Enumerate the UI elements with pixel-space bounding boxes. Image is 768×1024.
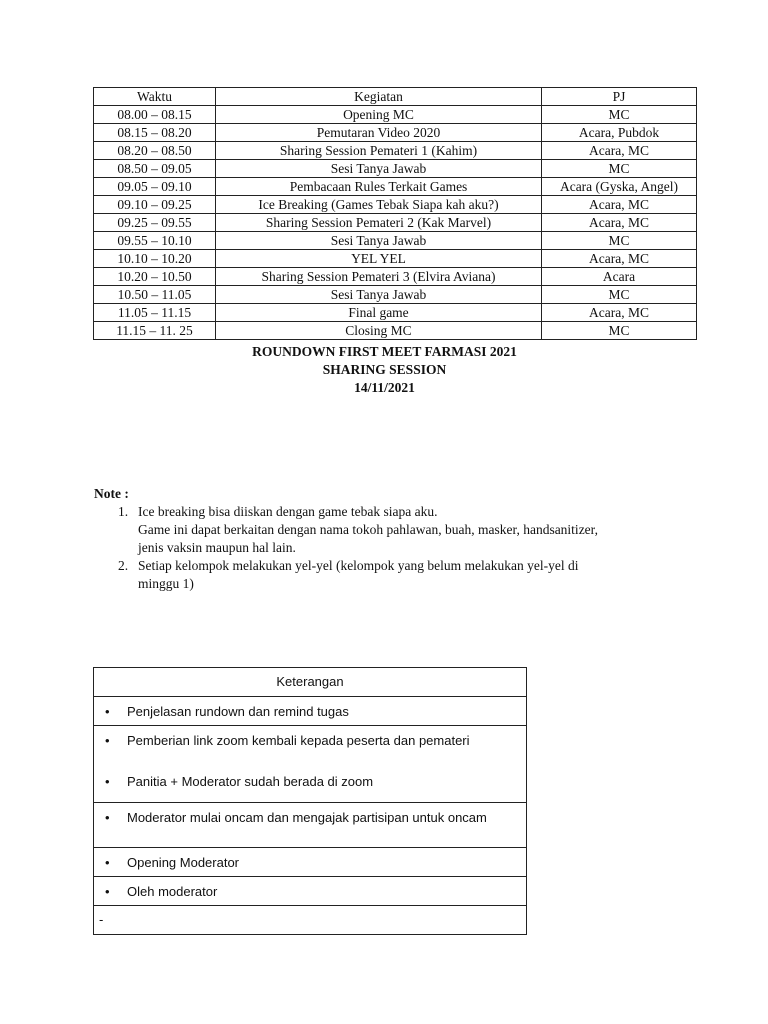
cell-waktu: 11.15 – 11. 25 [94,322,216,340]
keterangan-item [94,726,526,748]
keterangan-row [94,906,527,935]
cell-kegiatan: Ice Breaking (Games Tebak Siapa kah aku?) [216,196,542,214]
cell-pj: MC [542,106,697,124]
note-number: 2. [118,558,129,573]
keterangan-item [94,803,526,825]
cell-waktu: 08.20 – 08.50 [94,142,216,160]
cell-pj: Acara, MC [542,250,697,268]
keterangan-header-row [94,668,527,697]
note-number: 1. [118,504,129,519]
schedule-row [94,322,697,340]
spacer [94,748,526,772]
cell-pj: Acara, MC [542,142,697,160]
note-item [118,503,678,557]
cell-pj: MC [542,286,697,304]
cell-pj: Acara [542,268,697,286]
keterangan-item [94,772,526,789]
keterangan-cell [94,726,527,803]
schedule-row [94,142,697,160]
cell-waktu: 09.10 – 09.25 [94,196,216,214]
keterangan-cell [94,697,527,726]
schedule-row [94,124,697,142]
schedule-row [94,268,697,286]
note-line: Setiap kelompok melakukan yel-yel (kelompok yang belum melakukan yel-yel di [138,558,579,573]
cell-kegiatan: Sesi Tanya Jawab [216,286,542,304]
document-title [93,343,676,397]
note-line: Ice breaking bisa diiskan dengan game tebak siapa aku. [138,504,438,519]
cell-kegiatan: Pemutaran Video 2020 [216,124,542,142]
keterangan-item-text: Moderator mulai oncam dan mengajak partisipan untuk oncam [127,810,487,825]
schedule-row [94,250,697,268]
keterangan-row [94,877,527,906]
title-line-1: ROUNDOWN FIRST MEET FARMASI 2021 [252,344,517,359]
schedule-header-row [94,88,697,106]
cell-waktu: 08.50 – 09.05 [94,160,216,178]
cell-kegiatan: Sharing Session Pemateri 3 (Elvira Aviana) [216,268,542,286]
cell-waktu: 08.00 – 08.15 [94,106,216,124]
schedule-table [93,87,697,340]
bullet-icon: • [105,733,110,748]
title-line-2: SHARING SESSION [322,362,447,377]
keterangan-item-text: Oleh moderator [127,884,218,899]
title-date: 14/11/2021 [354,380,415,395]
keterangan-row [94,848,527,877]
cell-pj: Acara, Pubdok [542,124,697,142]
cell-pj: Acara, MC [542,196,697,214]
keterangan-item [94,697,526,719]
cell-kegiatan: Pembacaan Rules Terkait Games [216,178,542,196]
keterangan-cell [94,906,527,935]
note-label: Note : [94,486,129,501]
bullet-icon: • [105,810,110,825]
schedule-row [94,106,697,124]
schedule-row [94,178,697,196]
cell-waktu: 09.25 – 09.55 [94,214,216,232]
cell-pj: Acara, MC [542,304,697,322]
cell-waktu: 09.55 – 10.10 [94,232,216,250]
cell-kegiatan: Sesi Tanya Jawab [216,232,542,250]
keterangan-dash: - [99,912,104,927]
keterangan-item-text: Panitia + Moderator sudah berada di zoom [127,774,374,789]
cell-waktu: 09.05 – 09.10 [94,178,216,196]
keterangan-item [94,877,526,899]
cell-waktu: 10.10 – 10.20 [94,250,216,268]
cell-pj: Acara (Gyska, Angel) [542,178,697,196]
notes-list [118,503,678,593]
cell-kegiatan: Opening MC [216,106,542,124]
note-line: jenis vaksin maupun hal lain. [138,540,296,555]
cell-kegiatan: Closing MC [216,322,542,340]
header-waktu: Waktu [94,88,216,106]
keterangan-table [93,667,527,935]
note-line: minggu 1) [138,576,194,591]
keterangan-row [94,803,527,848]
header-kegiatan: Kegiatan [216,88,542,106]
keterangan-item-text: Opening Moderator [127,855,240,870]
bullet-icon: • [105,774,110,789]
keterangan-item [94,848,526,870]
keterangan-row [94,697,527,726]
cell-kegiatan: Sesi Tanya Jawab [216,160,542,178]
schedule-row [94,304,697,322]
bullet-icon: • [105,884,110,899]
schedule-row [94,286,697,304]
bullet-icon: • [105,704,110,719]
schedule-row [94,232,697,250]
bullet-icon: • [105,855,110,870]
cell-waktu: 10.50 – 11.05 [94,286,216,304]
keterangan-cell [94,877,527,906]
keterangan-item-text: Pemberian link zoom kembali kepada peserta dan pemateri [127,733,470,748]
cell-pj: MC [542,232,697,250]
note-item [118,557,678,593]
schedule-body [94,106,697,340]
keterangan-row [94,726,527,803]
keterangan-item-text: Penjelasan rundown dan remind tugas [127,704,349,719]
cell-pj: Acara, MC [542,214,697,232]
note-line: Game ini dapat berkaitan dengan nama tokoh pahlawan, buah, masker, handsanitizer, [138,522,599,537]
cell-waktu: 10.20 – 10.50 [94,268,216,286]
cell-pj: MC [542,322,697,340]
cell-kegiatan: Final game [216,304,542,322]
schedule-row [94,196,697,214]
header-pj: PJ [542,88,697,106]
cell-pj: MC [542,160,697,178]
cell-kegiatan: YEL YEL [216,250,542,268]
keterangan-header: Keterangan [94,668,527,697]
keterangan-cell [94,848,527,877]
schedule-row [94,214,697,232]
cell-kegiatan: Sharing Session Pemateri 2 (Kak Marvel) [216,214,542,232]
cell-waktu: 11.05 – 11.15 [94,304,216,322]
keterangan-cell [94,803,527,848]
cell-waktu: 08.15 – 08.20 [94,124,216,142]
schedule-row [94,160,697,178]
cell-kegiatan: Sharing Session Pemateri 1 (Kahim) [216,142,542,160]
